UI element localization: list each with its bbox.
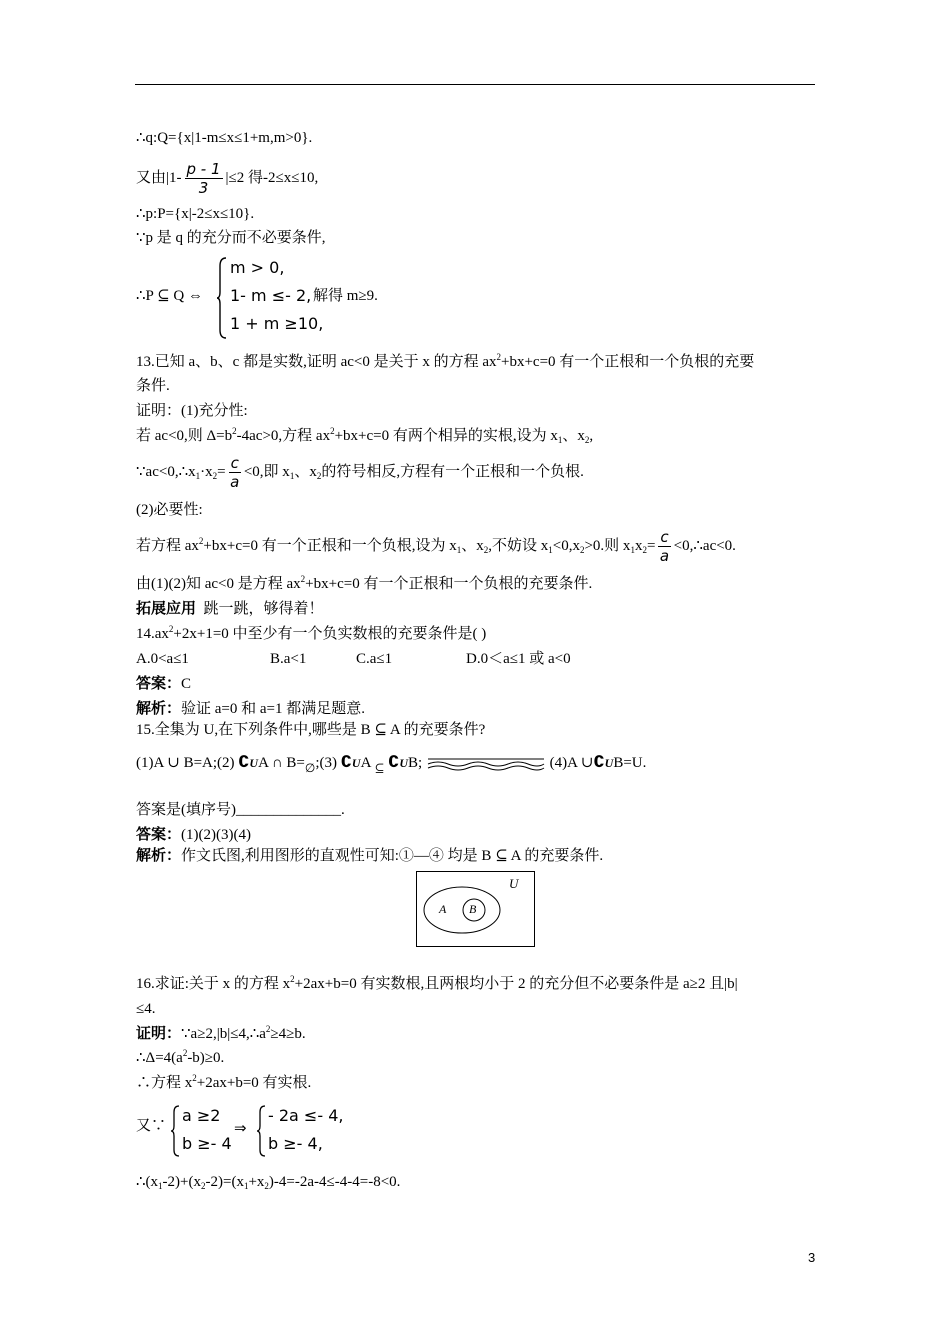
text-line: ∴p:P={x|-2≤x≤10}. bbox=[136, 206, 255, 222]
text-line: ∵p 是 q 的充分而不必要条件, bbox=[136, 230, 326, 246]
venn-label-b: B bbox=[469, 902, 477, 916]
option-b: B.a<1 bbox=[270, 651, 307, 667]
fill-blank-15: 答案是(填序号)______________. bbox=[136, 802, 345, 818]
venn-label-a: A bbox=[439, 902, 447, 916]
text-line: $\therefore(x_1-2)+(x_2-2)=(x_1+x_2)-4=-2a-4\le-4-4=-8<0$. bbox=[136, 1174, 401, 1191]
text-line: $\because ac<0,\therefore x_1\cdot x_2=$ $\frac{c}{a}$ <0,即 $x_1$、$x_2$的符号相反,方程有一个正根和一个负根. bbox=[136, 454, 584, 492]
equation-row: b ≥- 4 bbox=[182, 1134, 232, 1153]
question-14: $14.ax^2+2x+1=0$ 中至少有一个负实数根的充要条件是( ) bbox=[136, 624, 487, 642]
equation-system-right bbox=[256, 1104, 356, 1160]
equation-row: m > 0, bbox=[230, 258, 285, 277]
option-a: A.0<a≤1 bbox=[136, 651, 189, 667]
left-brace-icon bbox=[170, 1104, 180, 1158]
page-number: 3 bbox=[808, 1250, 816, 1265]
venn-label-u: U bbox=[509, 876, 519, 891]
fraction: $\frac{c}{a}$ bbox=[659, 528, 670, 566]
text-line: ∴方程 $x^2+2ax+b=0$ 有实根. bbox=[136, 1073, 312, 1091]
text-line: ∴q:Q={x|1-m≤x≤1+m,m>0}. bbox=[136, 130, 313, 146]
text-line: 解得 m≥9. bbox=[313, 288, 378, 304]
equation-row: - 2a ≤- 4, bbox=[268, 1106, 344, 1125]
section-heading: 拓展应用 跳一跳，够得着！ bbox=[136, 601, 324, 617]
answer-15: 答案：(1)(2)(3)(4) bbox=[136, 827, 251, 843]
equation-row: b ≥- 4, bbox=[268, 1134, 323, 1153]
text-line: 条件. bbox=[136, 378, 170, 394]
answer-14: 答案：C bbox=[136, 676, 192, 692]
text-line: 由(1)(2)知 ac<0 是方程 $ax^2+bx+c=0$ 有一个正根和一个负根的充要条件. bbox=[136, 574, 593, 592]
question-16: 16.求证:关于 x 的方程 $x^2+2ax+b=0$ 有实数根,且两根均小于 2 的充分但不必要条件是 a≥2 且|b| bbox=[136, 974, 738, 992]
venn-diagram bbox=[416, 871, 535, 947]
fraction: $\frac{c}{a}$ bbox=[230, 454, 240, 492]
equation-row: a ≥2 bbox=[182, 1106, 221, 1125]
text-line: 又由|1- $\frac{p - 1}{3}$ |≤2 得-2≤x≤10, bbox=[136, 160, 319, 197]
equation-row: 1 + m ≥10, bbox=[230, 314, 324, 333]
text-line: 若 ac<0,则 $\Delta=b^2-4ac>0$,方程 $ax^2+bx+c=0$ 有两个相异的实根,设为 $x_1$、$x_2$, bbox=[136, 426, 594, 445]
text-line: ∴P ⊆ Q ⇔ bbox=[136, 288, 203, 304]
explanation-15: 解析：作文氏图,利用图形的直观性可知:①—④ 均是 B ⊆ A 的充要条件. bbox=[136, 848, 604, 864]
equation-system-left bbox=[170, 1104, 240, 1160]
implies-arrow: ⇒ bbox=[234, 1119, 247, 1137]
fraction: $\frac{p - 1}{3}$ bbox=[186, 160, 221, 197]
conditions-15: (1)A ∪ B=A;(2) ∁UA ∩ $B=_\emptyset;(3)$ ∁UA $_⊆$ ∁UB; (4)A ∪∁UB=U. bbox=[136, 752, 647, 775]
equation-row: 1- m ≤- 2, bbox=[230, 286, 312, 305]
left-brace-icon bbox=[216, 256, 228, 340]
text-line: 证明：(1)充分性: bbox=[136, 403, 248, 419]
explanation-14: 解析：验证 a=0 和 a=1 都满足题意. bbox=[136, 701, 366, 717]
equation-system bbox=[216, 256, 324, 342]
text-line: 证明：$\because a\ge 2,|b|\le 4,\therefore a^2\ge 4\ge b$. bbox=[136, 1024, 306, 1042]
option-d: D.0＜a≤1 或 a<0 bbox=[466, 651, 571, 667]
text-line: (2)必要性: bbox=[136, 502, 203, 518]
text-line: 若方程 $ax^2+bx+c=0$ 有一个正根和一个负根,设为 $x_1$、$x_2$,不妨设 $x_1<0,x_2>0$.则 $x_1x_2=$ $\frac{c}{a}$ <0,∴ac<0. bbox=[136, 528, 736, 566]
option-c: C.a≤1 bbox=[356, 651, 393, 667]
question-15: 15.全集为 U,在下列条件中,哪些是 B ⊆ A 的充要条件? bbox=[136, 722, 486, 738]
question-13: 13.已知 a、b、c 都是实数,证明 ac<0 是关于 x 的方程 $ax^2+bx+c=0$ 有一个正根和一个负根的充要 bbox=[136, 352, 755, 370]
wavy-line-icon bbox=[426, 755, 546, 773]
text-line: ≤4. bbox=[136, 1001, 156, 1017]
text-line: $\therefore\Delta=4(a^2-b)\ge 0$. bbox=[136, 1048, 225, 1066]
left-brace-icon bbox=[256, 1104, 266, 1158]
header-rule bbox=[135, 84, 815, 85]
text-line: 又∵ bbox=[136, 1118, 167, 1134]
